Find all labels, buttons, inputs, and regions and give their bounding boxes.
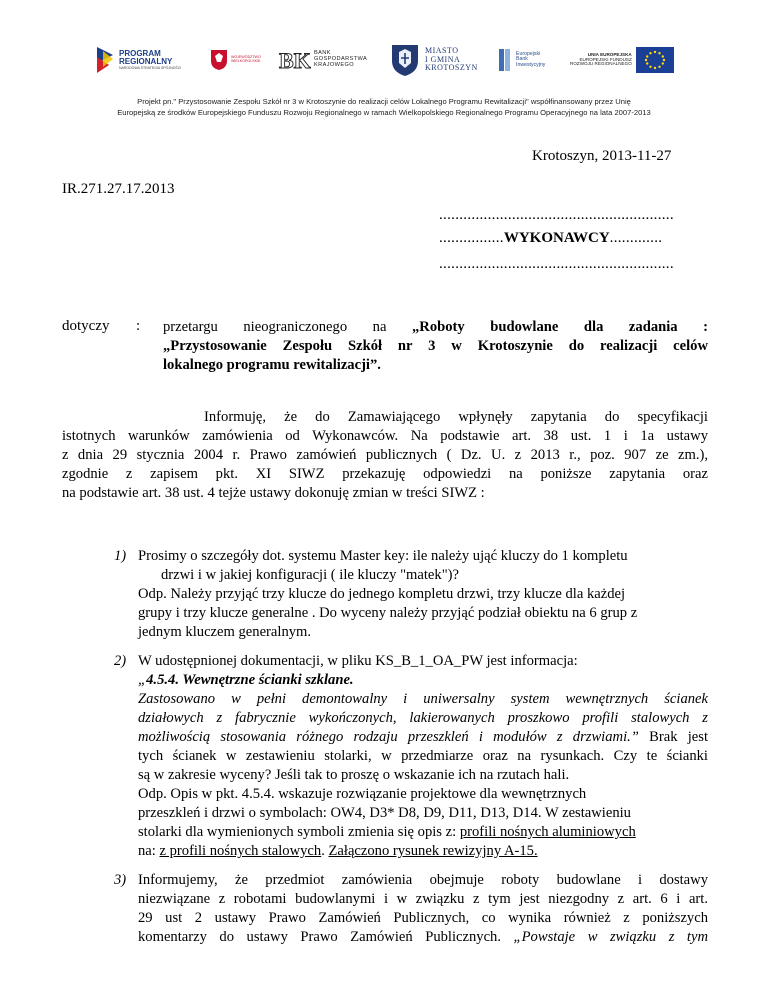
bgk-line1: BANK	[314, 50, 331, 57]
eib-mark-icon	[497, 47, 513, 73]
addressee-dots-left: ................	[439, 230, 504, 246]
subject-line3: lokalnego programu rewitalizacji”.	[163, 357, 381, 373]
city-line3: KROTOSZYN	[425, 63, 478, 73]
eib-line2: Bank	[516, 56, 528, 63]
q2-line1: W udostępnionej dokumentacji, w pliku KS_B_1_OA_PW jest informacja:	[138, 653, 578, 669]
eib-line3: Inwestycyjny	[516, 61, 546, 68]
eu-line1: UNIA EUROPEJSKA	[587, 51, 632, 57]
q3-line4: komentarzy do ustawy Prawo Zamówień Publicznych. „Powstaje w związku z tym	[138, 929, 709, 945]
addressee-dots-top: ..........................................................	[439, 207, 674, 223]
intro-line1: Informuję, że do Zamawiającego wpłynęły zapytania do specyfikacji	[204, 409, 708, 425]
addressee-dots-bottom: ..........................................................	[439, 256, 674, 272]
program-title: PROGRAM	[119, 48, 161, 58]
logo-strip	[95, 40, 675, 82]
intro-line2: istotnych warunków zamówienia od Wykonawców. Na podstawie art. 38 ust. 1 i 1a ustawy	[62, 428, 708, 444]
bgk-monogram-icon	[278, 47, 312, 73]
program-regionalny-logo	[95, 40, 195, 80]
eib-logo	[497, 40, 562, 80]
crest-icon	[210, 49, 228, 71]
city-line1: MIASTO	[425, 46, 459, 56]
place-date: Krotoszyn, 2013-11-27	[532, 148, 672, 164]
subject-label: dotyczy	[62, 318, 110, 334]
reference-number: IR.271.27.17.2013	[62, 181, 175, 197]
q1-line2: drzwi i w jakiej konfiguracji ( ile kluczy "matek")?	[161, 567, 460, 583]
subject-text	[163, 318, 708, 375]
q2-line9: przeszkleń i drzwi o symbolach: OW4, D3* D8, D9, D11, D13, D14. W zestawieniu	[138, 805, 631, 821]
q2-line5: możliwością stosowania różnego rodzaju przeszkleń i modułów z drzwiami.” Brak jest	[138, 729, 708, 745]
svg-text:BK: BK	[279, 48, 311, 73]
eib-line1: Europejski	[516, 50, 541, 57]
krotoszyn-logo	[390, 40, 490, 80]
bgk-line3: KRAJOWEGO	[314, 61, 354, 68]
q2-line8: Odp. Opis w pkt. 4.5.4. wskazuje rozwiązanie projektowe dla wewnętrznych	[138, 786, 587, 802]
q2-line11: na: z profili nośnych stalowych. Załączono rysunek rewizyjny A-15.	[138, 843, 538, 859]
q1-number: 1)	[114, 548, 127, 564]
q2-line3: Zastosowano w pełni demontowalny i uniwersalny system wewnętrznych ścianek	[138, 691, 708, 707]
q1-line1: Prosimy o szczegóły dot. systemu Master key: ile należy ująć kluczy do 1 kompletu	[138, 548, 628, 564]
intro-line5: na podstawie art. 38 ust. 4 tejże ustawy dokonuję zmian w treści SIWZ :	[62, 485, 485, 501]
subject-line2: „Przystosowanie Zespołu Szkół nr 3 w Krotoszynie do realizacji celów	[163, 338, 708, 354]
program-sub: NARODOWA STRATEGIA SPÓJNOŚCI	[119, 65, 182, 70]
program-title2: REGIONALNY	[119, 57, 173, 67]
q3-line1: Informujemy, że przedmiot zamówienia obejmuje roboty budowlane i dostawy	[138, 872, 708, 888]
eu-line3: ROZWOJU REGIONALNEGO	[570, 61, 632, 67]
addressee	[439, 230, 662, 247]
region-label: WOJEWÓDZTWO WIELKOPOLSKIE	[231, 55, 261, 63]
q2-line6: tych ścianek w zestawieniu stolarki, w przedmiarze oraz na rysunkach. Czy te ścianki	[138, 748, 708, 764]
q2-line2: „4.5.4. Wewnętrzne ścianki szklane.	[138, 672, 354, 688]
q2-number: 2)	[114, 653, 127, 669]
bgk-line2: GOSPODARSTWA	[314, 56, 368, 63]
q3-line3: 29 ust 2 ustawy Prawo Zamówień Publicznych, co wynika również z poniższych	[138, 910, 708, 926]
bgk-logo	[278, 40, 373, 80]
project-header	[60, 96, 708, 118]
subject-line1: przetargu nieograniczonego na „Roboty budowlane dla zadania :	[163, 319, 708, 335]
intro-line3: z dnia 29 stycznia 2004 r. Prawo zamówień publicznych ( Dz. U. z 2013 r., poz. 907 ze zm.),	[62, 447, 708, 463]
addressee-name: WYKONAWCY	[503, 230, 610, 246]
q2-line7: są w zakresie wyceny? Jeśli tak to proszę o wskazanie ich na rzutach hali.	[138, 767, 570, 783]
city-line2: I GMINA	[425, 54, 461, 64]
wielkopolska-logo	[210, 40, 265, 80]
eu-line2: EUROPEJSKI FUNDUSZ	[579, 56, 632, 62]
q2-line4: działowych z fabrycznie wykończonych, lakierowanych proszkowo profili stalowych z	[138, 710, 708, 726]
q3-number: 3)	[114, 872, 127, 888]
q1-line3: Odp. Należy przyjąć trzy klucze do jednego kompletu drzwi, trzy klucze dla każdej	[138, 586, 626, 602]
program-regionalny-icon	[95, 45, 115, 75]
project-header-line2: Europejską ze środków Europejskiego Funduszu Rozwoju Regionalnego w ramach Wielkopolskiego Regionalnego Programu Operacyjnego na lata 2007-2013	[117, 108, 651, 117]
q1-line5: jednym kluczem generalnym.	[138, 624, 312, 640]
q2-line10: stolarki dla wymienionych symboli zmienia się opis z: profili nośnych aluminiowych	[138, 824, 636, 840]
city-crest-icon	[390, 43, 420, 77]
subject-colon: :	[136, 318, 141, 334]
addressee-dots-right: .............	[609, 230, 663, 246]
eu-logo	[570, 40, 675, 80]
project-header-line1: Projekt pn." Przystosowanie Zespołu Szkół nr 3 w Krotoszynie do realizacji celów Lokalnego Programu Rewitalizacji" współfinansowany przez Unię	[137, 97, 631, 106]
eu-flag-icon	[636, 47, 674, 73]
intro-paragraph	[62, 408, 708, 503]
intro-line4: zgodnie z zapisem pkt. XI SIWZ przekazuję odpowiedzi na poniższe zapytania oraz	[62, 466, 708, 482]
q1-line4: grupy i trzy klucze generalne . Do wyceny należy przyjąć podział obiektu na 6 grup z	[138, 605, 638, 621]
q3-line2: niezwiązane z robotami budowlanymi i w związku z tym jest niezgodny z art. 6 i art.	[138, 891, 708, 907]
